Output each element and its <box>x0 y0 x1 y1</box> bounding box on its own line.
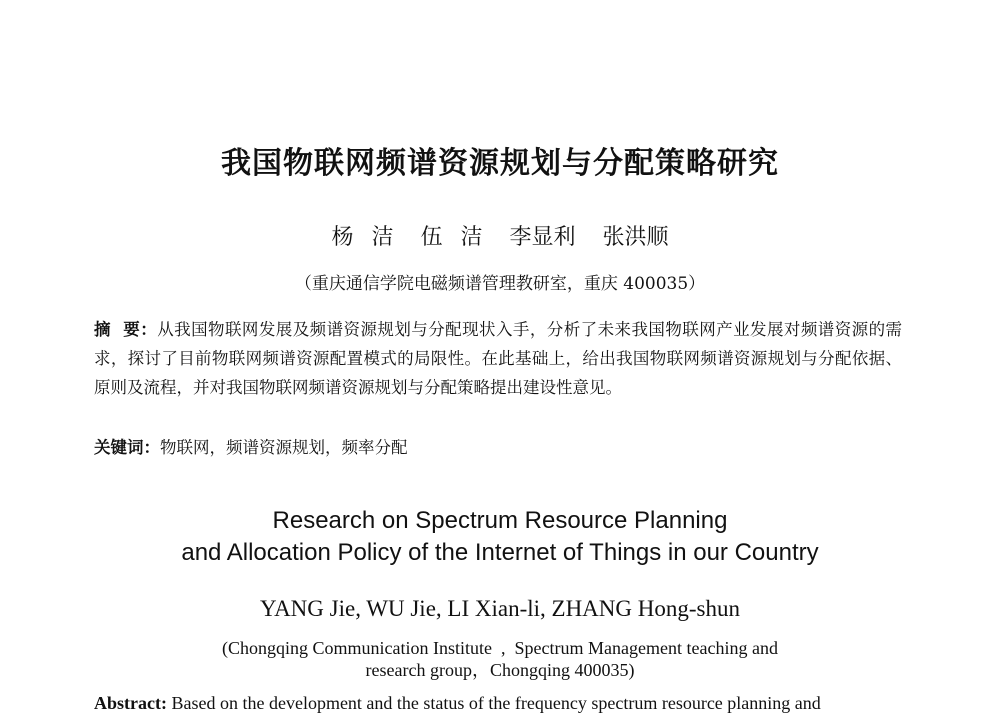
chinese-authors-text: 杨 洁 伍 洁 李显利 张洪顺 <box>331 225 669 250</box>
english-abstract-label: Abstract: <box>94 693 167 713</box>
english-affiliation-line-1: (Chongqing Communication Institute , Spectrum Management teaching and <box>222 638 778 658</box>
chinese-abstract-text: 从我国物联网发展及频谱资源规划与分配现状入手，分析了未来我国物联网产业发展对频谱资源的需求，探讨了目前物联网频谱资源配置模式的局限性。在此基础上，给出我国物联网频谱资源规划与分配依据、原则及流程，并对我国物联网频谱资源规划与分配策略提出建设性意见。 <box>94 320 902 397</box>
chinese-authors <box>0 220 1000 251</box>
chinese-abstract-label: 摘 要： <box>94 320 158 339</box>
english-affiliation-line-2: research group，Chongqing 400035) <box>365 660 635 680</box>
chinese-title: 我国物联网频谱资源规划与分配策略研究 <box>221 146 779 181</box>
english-abstract <box>94 692 914 714</box>
english-title <box>0 505 1000 569</box>
chinese-abstract <box>94 315 902 402</box>
chinese-affiliation: （重庆通信学院电磁频谱管理教研室，重庆 400035） <box>294 274 706 294</box>
english-affiliation <box>0 637 1000 681</box>
english-authors: YANG Jie, WU Jie, LI Xian-li, ZHANG Hong-shun <box>260 596 740 621</box>
chinese-keywords <box>94 435 902 461</box>
chinese-keywords-label: 关键词： <box>94 438 160 457</box>
english-abstract-text: Based on the development and the status of the frequency spectrum resource planning and <box>166 693 821 713</box>
chinese-keywords-text: 物联网，频谱资源规划，频率分配 <box>160 438 408 457</box>
english-title-line-1: Research on Spectrum Resource Planning <box>272 507 728 534</box>
english-title-line-2: and Allocation Policy of the Internet of Things in our Country <box>181 539 819 566</box>
